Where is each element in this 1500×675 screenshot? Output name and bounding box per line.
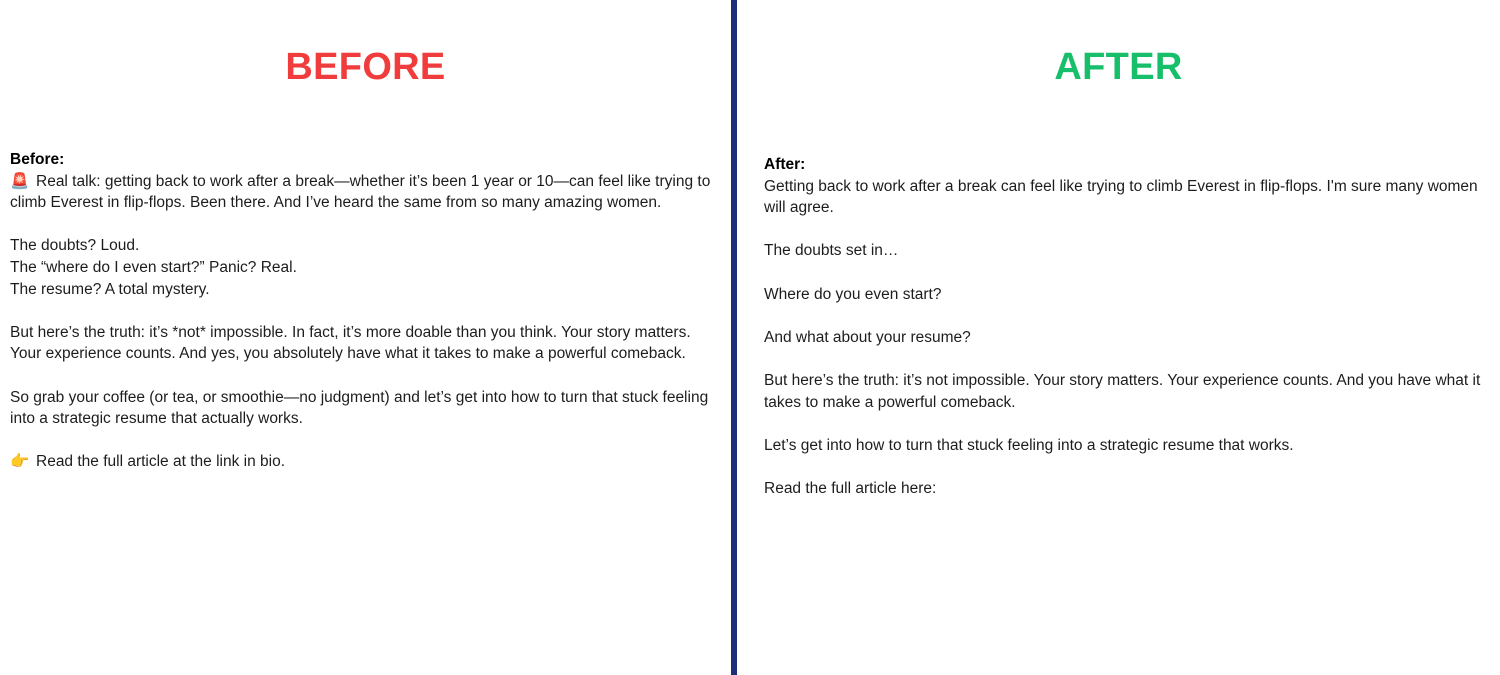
before-panel [0, 0, 731, 675]
after-paragraph-6: Let’s get into how to turn that stuck feeling into a strategic resume that works. [764, 436, 1294, 454]
after-paragraph-5: But here’s the truth: it’s not impossible. Your story matters. Your experience counts. And you have what it takes to make a powerful comeback. [764, 371, 1481, 411]
before-line-doubts: The doubts? Loud. [10, 237, 140, 255]
before-paragraph-2: But here’s the truth: it’s *not* impossible. In fact, it’s more doable than you think. Your story matters. Your experience counts. And yes, you absolutely have what it takes to make a powerful comeback. [10, 323, 691, 363]
before-paragraph-3: So grab your coffee (or tea, or smoothie—no judgment) and let’s get into how to turn that stuck feeling into a strategic resume that actually works. [10, 388, 709, 428]
before-label: Before: [10, 151, 65, 168]
before-line-resume: The resume? A total mystery. [10, 280, 210, 298]
before-paragraph-1-text: Real talk: getting back to work after a break—whether it’s been 1 year or 10—can feel like trying to climb Everest in flip-flops. Been there. And I’ve heard the same from so many amazing women. [10, 172, 711, 212]
before-line-panic: The “where do I even start?” Panic? Real. [10, 258, 297, 276]
after-paragraph-4: And what about your resume? [764, 328, 971, 346]
before-cta [10, 451, 722, 473]
after-paragraph-2: The doubts set in… [764, 242, 899, 260]
before-heading: BEFORE [285, 46, 446, 88]
after-text [764, 154, 1494, 500]
before-text [10, 149, 722, 473]
before-paragraph-1 [10, 171, 722, 214]
after-paragraph-1: Getting back to work after a break can feel like trying to climb Everest in flip-flops. I'm sure many women will agree. [764, 177, 1478, 217]
siren-icon: 🚨 [10, 172, 30, 190]
after-panel [737, 0, 1500, 675]
after-paragraph-3: Where do you even start? [764, 285, 942, 303]
after-heading: AFTER [1054, 46, 1183, 88]
before-cta-text: Read the full article at the link in bio. [36, 453, 285, 471]
after-label: After: [764, 156, 806, 173]
pointing-right-hand-icon: 👉 [10, 453, 30, 471]
after-paragraph-7: Read the full article here: [764, 479, 937, 497]
